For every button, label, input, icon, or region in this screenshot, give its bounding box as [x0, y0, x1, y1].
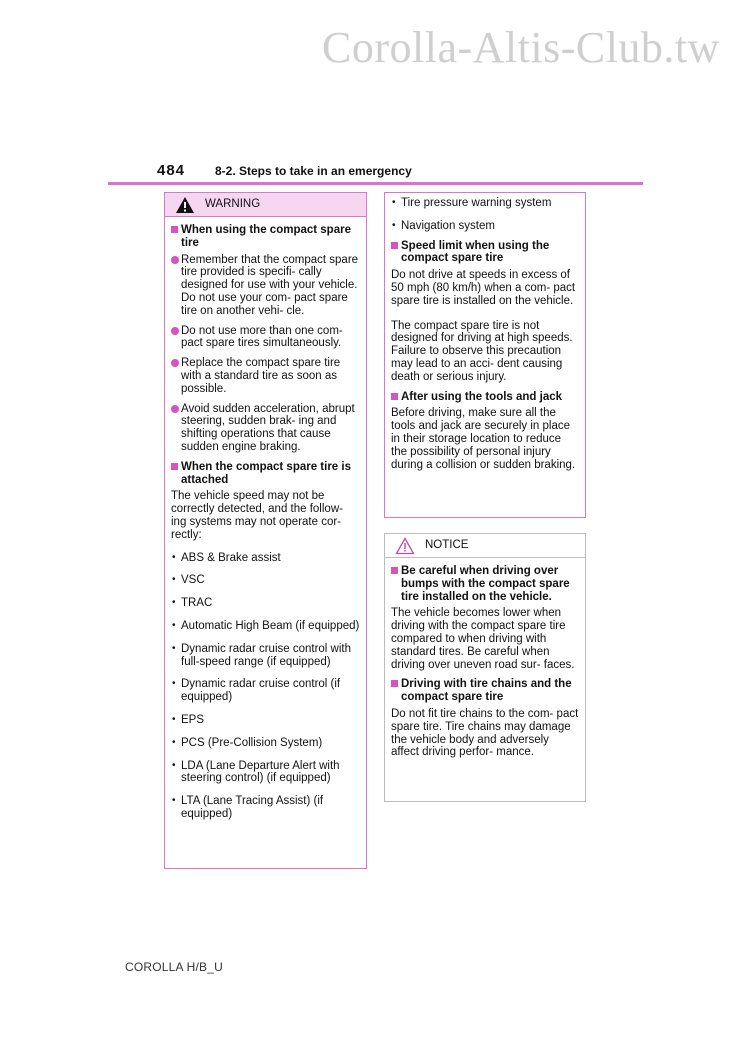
list-item: • Automatic High Beam (if equipped): [171, 620, 360, 633]
warning-point: Do not use more than one com- pact spare tires simultaneously.: [171, 325, 360, 351]
subheading-spare-attached: When the compact spare tire is attached: [171, 461, 360, 487]
warning-continued-box: [384, 192, 586, 518]
warning-triangle-icon: [175, 196, 195, 214]
warning-point: Replace the compact spare tire with a standard tire as soon as possible.: [171, 357, 360, 395]
subheading-speed-limit: Speed limit when using the compact spare tire: [391, 240, 579, 266]
paragraph: The vehicle speed may not be correctly detected, and the follow- ing systems may not operate cor- rectly:: [171, 490, 343, 541]
list-item: • Dynamic radar cruise control with full-speed range (if equipped): [171, 643, 360, 669]
footer-model-code: COROLLA H/B_U: [125, 960, 223, 974]
notice-box: [384, 533, 586, 802]
paragraph: Before driving, make sure all the tools and jack are securely in place in their storage location to reduce the possibility of personal injury during a collision or sudden braking.: [391, 407, 576, 471]
warning-point: Avoid sudden acceleration, abrupt steering, sudden brak- ing and shifting operations that cause sudden engine braking.: [171, 403, 360, 454]
subheading-compact-spare: When using the compact spare tire: [171, 224, 360, 250]
list-item: • ABS & Brake assist: [171, 552, 360, 565]
paragraph: The compact spare tire is not designed for driving at high speeds. Failure to observe this precaution may lead to an acci- dent causing death or serious injury.: [391, 319, 573, 383]
header-rule: [108, 182, 643, 185]
list-item: • Tire pressure warning system: [391, 197, 579, 210]
caution-triangle-icon: [395, 537, 415, 555]
subheading-bumps: Be careful when driving over bumps with the compact spare tire installed on the vehicle.: [391, 565, 579, 603]
warning-point: Remember that the compact spare tire provided is specifi- cally designed for use with your vehicle. Do not use your com- pact spare tire on another vehi- cle.: [171, 254, 360, 318]
subheading-tire-chains: Driving with tire chains and the compact spare tire: [391, 678, 579, 704]
watermark: Corolla-Altis-Club.tw: [322, 23, 720, 72]
list-item: • Dynamic radar cruise control (if equipped): [171, 678, 360, 704]
list-item: • Navigation system: [391, 220, 579, 233]
warning-box: [164, 192, 367, 869]
warning-title: WARNING: [205, 198, 261, 211]
page-number: 484: [157, 162, 186, 179]
notice-header: [385, 534, 585, 558]
paragraph: The vehicle becomes lower when driving with the compact spare tire compared to when driving with standard tires. Be careful when driving over uneven road sur- faces.: [391, 607, 575, 671]
warning-header: [165, 193, 366, 217]
list-item: • VSC: [171, 574, 360, 587]
notice-title: NOTICE: [425, 539, 469, 552]
list-item: • PCS (Pre-Collision System): [171, 737, 360, 750]
paragraph: Do not drive at speeds in excess of 50 mph (80 km/h) when a com- pact spare tire is installed on the vehicle.: [391, 269, 576, 307]
list-item: • LDA (Lane Departure Alert with steering control) (if equipped): [171, 760, 360, 786]
section-title: 8-2. Steps to take in an emergency: [215, 164, 412, 178]
list-item: • TRAC: [171, 597, 360, 610]
subheading-after-tools: After using the tools and jack: [391, 391, 579, 404]
list-item: • LTA (Lane Tracing Assist) (if equipped): [171, 795, 360, 821]
list-item: • EPS: [171, 714, 360, 727]
paragraph: Do not fit tire chains to the com- pact spare tire. Tire chains may damage the vehicle body and adversely affect driving perfor- mance.: [391, 707, 579, 759]
